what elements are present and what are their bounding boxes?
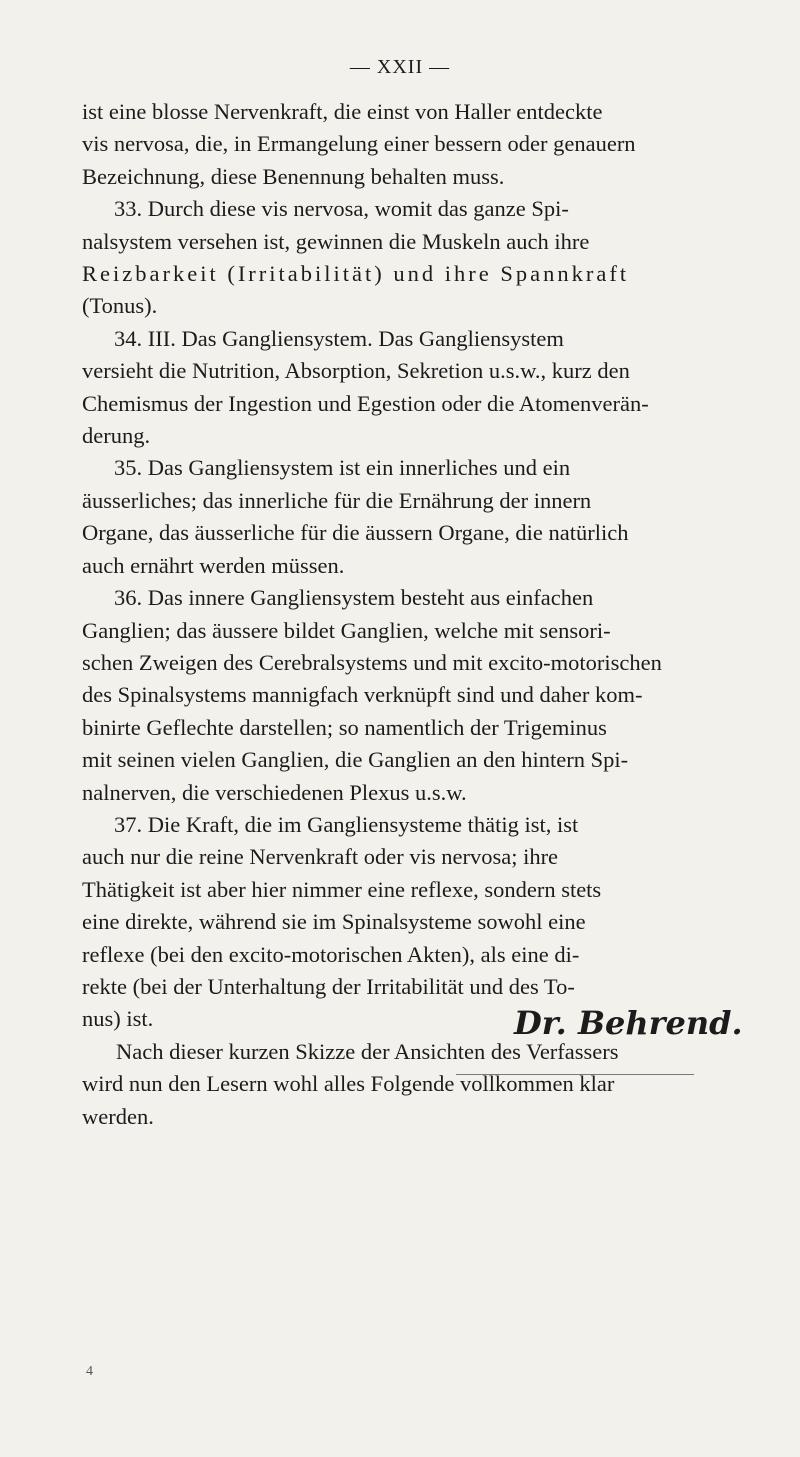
- text-line: Ganglien; das äussere bildet Ganglien, welche mit sensori-: [82, 617, 611, 643]
- text-line: (Tonus).: [82, 293, 158, 319]
- text-line: 34. III. Das Gangliensystem. Das Gangliensystem: [114, 325, 564, 351]
- text-line: äusserliches; das innerliche für die Ernährung der innern: [82, 487, 592, 513]
- signature: Dr. Behrend.: [514, 1004, 743, 1042]
- text-line: Chemismus der Ingestion und Egestion oder die Atomenverän-: [82, 390, 649, 416]
- text-line: wird nun den Lesern wohl alles Folgende vollkommen klar: [82, 1071, 615, 1097]
- text-line: auch nur die reine Nervenkraft oder vis nervosa; ihre: [82, 844, 559, 870]
- text-line: binirte Geflechte darstellen; so namentlich der Trigeminus: [82, 714, 607, 740]
- text-line: Thätigkeit ist aber hier nimmer eine reflexe, sondern stets: [82, 876, 602, 902]
- text-line: vis nervosa, die, in Ermangelung einer bessern oder genauern: [82, 131, 636, 157]
- text-line: des Spinalsystems mannigfach verknüpft sind und daher kom-: [82, 682, 643, 708]
- text-line: Bezeichnung, diese Benennung behalten muss.: [82, 163, 505, 189]
- text-line: 33. Durch diese vis nervosa, womit das ganze Spi-: [114, 196, 569, 222]
- text-line: werden.: [82, 1103, 154, 1129]
- text-line: reflexe (bei den excito-motorischen Akten), als eine di-: [82, 941, 580, 967]
- text-line: schen Zweigen des Cerebralsystems und mit excito-motorischen: [82, 649, 662, 675]
- text-line: rekte (bei der Unterhaltung der Irritabilität und des To-: [82, 973, 575, 999]
- text-line: eine direkte, während sie im Spinalsysteme sowohl eine: [82, 909, 586, 935]
- text-line: Organe, das äusserliche für die äussern Organe, die natürlich: [82, 520, 629, 546]
- text-line: nus) ist.: [82, 1006, 154, 1032]
- page-number: — XXII —: [349, 56, 451, 78]
- text-line: Nach dieser kurzen Skizze der Ansichten des Verfassers: [116, 1038, 619, 1064]
- text-line: nalsystem versehen ist, gewinnen die Muskeln auch ihre: [82, 228, 590, 254]
- text-line: ist eine blosse Nervenkraft, die einst von Haller entdeckte: [82, 99, 603, 124]
- text-line: derung.: [82, 423, 151, 449]
- footer-mark: 4: [86, 1364, 93, 1379]
- divider-rule: [456, 1074, 694, 1075]
- text-line: 35. Das Gangliensystem ist ein innerliches und ein: [114, 455, 571, 481]
- text-line: 37. Die Kraft, die im Gangliensysteme thätig ist, ist: [114, 811, 579, 837]
- text-line: 36. Das innere Gangliensystem besteht aus einfachen: [114, 585, 594, 611]
- text-line: versieht die Nutrition, Absorption, Sekretion u.s.w., kurz den: [82, 358, 630, 384]
- text-line: auch ernährt werden müssen.: [82, 552, 345, 578]
- text-line: Reizbarkeit (Irritabilität) und ihre Spannkraft: [82, 261, 630, 287]
- body-text: [82, 96, 732, 1133]
- text-line: mit seinen vielen Ganglien, die Ganglien an den hintern Spi-: [82, 747, 629, 773]
- text-line: nalnerven, die verschiedenen Plexus u.s.w.: [82, 779, 467, 805]
